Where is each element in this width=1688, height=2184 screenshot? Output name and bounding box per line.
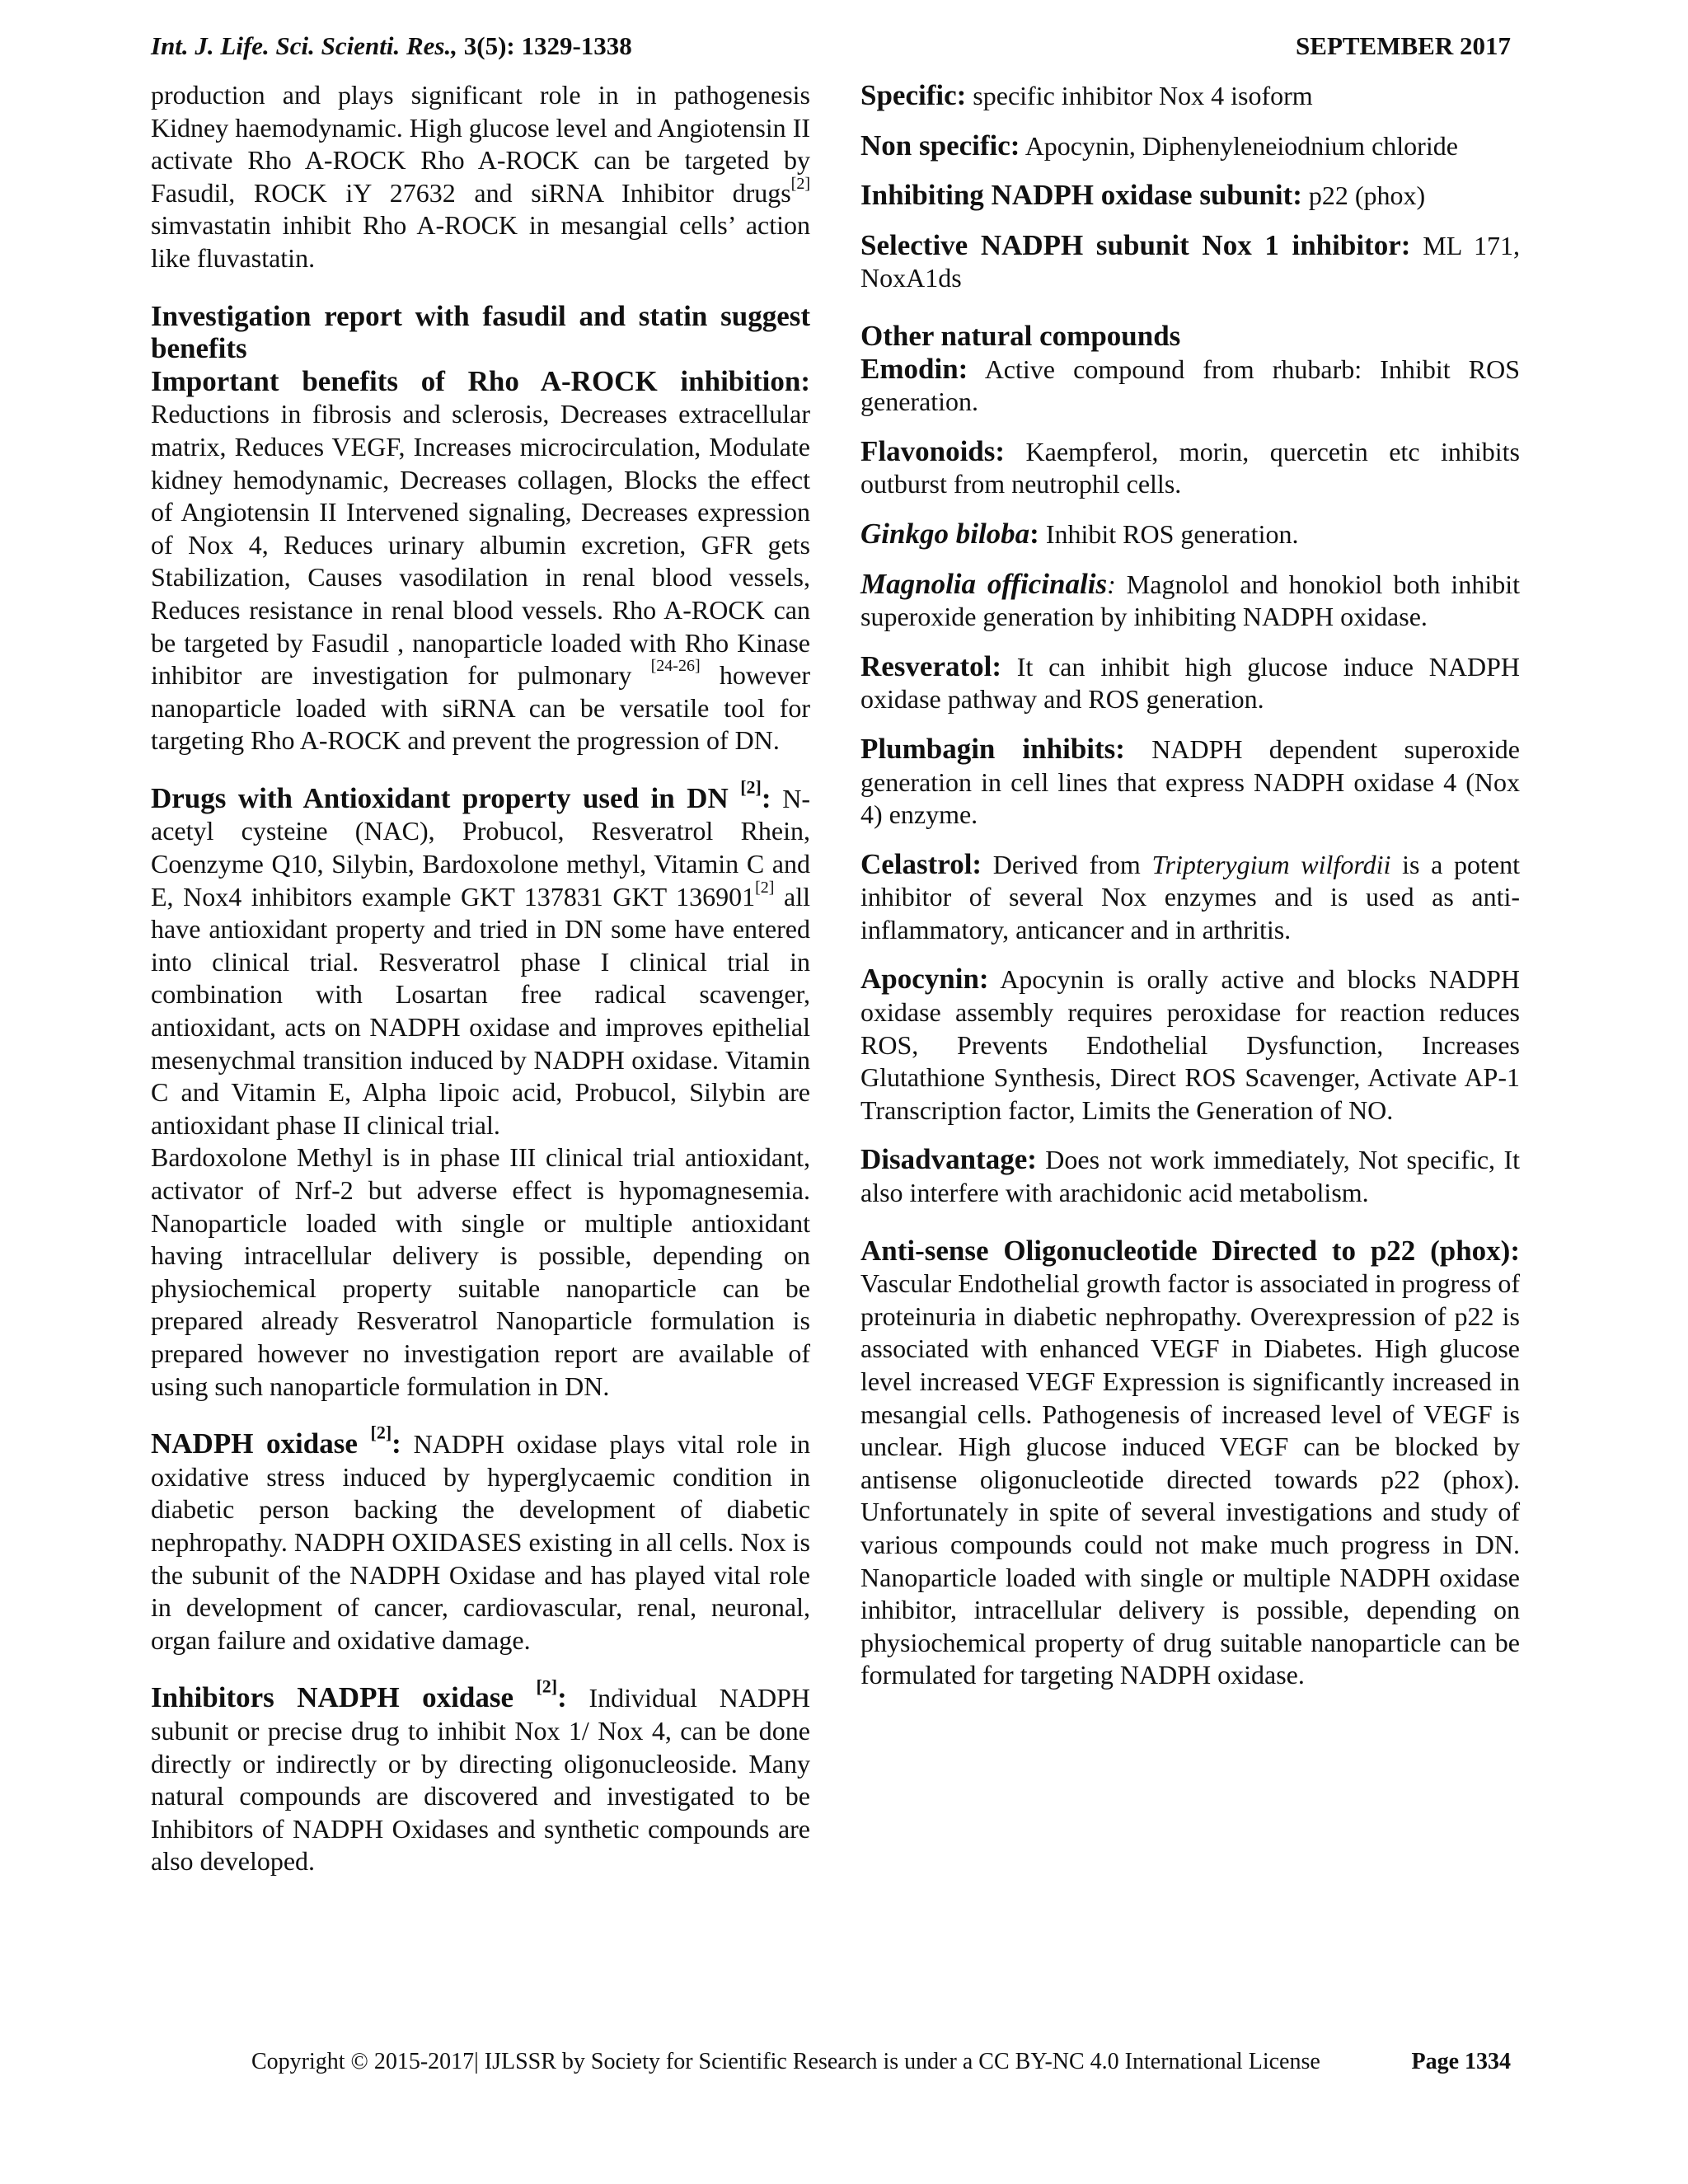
subheading: Apocynin: xyxy=(860,963,989,996)
paragraph-plumbagin: Plumbagin inhibits: NADPH dependent superoxide generation in cell lines that express NADPH oxidase 4 (Nox 4) enzyme. xyxy=(860,732,1520,830)
citation-ref: [2] xyxy=(370,1422,392,1443)
paragraph-disadvantage: Disadvantage: Does not work immediately, Not specific, It also interfere with arachidonic acid metabolism. xyxy=(860,1143,1520,1208)
paragraph-antioxidant-drugs: Drugs with Antioxidant property used in DN [2]: N-acetyl cysteine (NAC), Probucol, Resveratrol Rhein, Coenzyme Q10, Silybin, Bardoxolone methyl, Vitamin C and E, Nox4 inhibitors example GKT 137831 GKT 136901[2] all have antioxidant property and tried in DN some have entered into clinical trial. Resveratrol phase I clinical trial in combination with Losartan free radical scavenger, antioxidant, acts on NADPH oxidase and improves epithelial mesenychmal transition induced by NADPH oxidase. Vitamin C and Vitamin E, Alpha lipoic acid, Probucol, Silybin are antioxidant phase II clinical trial. xyxy=(151,776,811,1140)
subheading: Non specific: xyxy=(860,129,1020,162)
paragraph-subunit: Inhibiting NADPH oxidase subunit: p22 (phox) xyxy=(860,179,1426,212)
paragraph-bardoxolone: Bardoxolone Methyl is in phase III clinical trial antioxidant, activator of Nrf-2 but adverse effect is hypomagnesemia. Nanoparticle loaded with single or multiple antioxidant having intracellular delivery is possible, depending on physiochemical property suitable nanoparticle can be prepared already Resveratrol Nanoparticle formulation is prepared however no investigation report are available of using such nanoparticle formulation in DN. xyxy=(151,1142,810,1401)
journal-citation xyxy=(151,31,632,61)
running-header xyxy=(151,31,1511,69)
subheading: Resveratol: xyxy=(860,649,1002,682)
paragraph-resveratol: Resveratol: It can inhibit high glucose induce NADPH oxidase pathway and ROS generation. xyxy=(860,649,1520,715)
paragraph-apocynin: Apocynin: Apocynin is orally active and blocks NADPH oxidase assembly requires peroxidase for reaction reduces ROS, Prevents Endothelial Dysfunction, Increases Glutathione Synthesis, Direct ROS Scavenger, Activate AP-1 Transcription factor, Limits the Generation of NO. xyxy=(860,963,1520,1125)
citation-ref: [2] xyxy=(536,1675,558,1697)
subheading: Magnolia officinalis xyxy=(860,567,1108,600)
subheading: Anti-sense Oligonucleotide Directed to p22 (phox): xyxy=(860,1234,1520,1267)
citation-ref: [2] xyxy=(740,776,762,798)
paragraph-nox1-inhibitor: Selective NADPH subunit Nox 1 inhibitor: ML 171, NoxA1ds xyxy=(860,228,1520,293)
paragraph-rho-benefits: Important benefits of Rho A-ROCK inhibition: Reductions in fibrosis and sclerosis, Decreases extracellular matrix, Reduces VEGF, Increases microcirculation, Modulate kidney hemodynamic, Decreases collagen, Blocks the effect of Angiotensin II Intervened signaling, Decreases expression of Nox 4, Reduces urinary albumin excretion, GFR gets Stabilization, Causes vasodilation in renal blood vessels, Reduces resistance in renal blood vessels. Rho A-ROCK can be targeted by Fasudil , nanoparticle loaded with Rho Kinase inhibitor are investigation for pulmonary [24-26] however nanoparticle loaded with siRNA can be versatile tool for targeting Rho A-ROCK and prevent the progression of DN. xyxy=(151,364,811,756)
subheading: Flavonoids: xyxy=(860,434,1006,467)
paragraph-flavonoids: Flavonoids: Kaempferol, morin, quercetin etc inhibits outburst from neutrophil cells. xyxy=(860,434,1520,499)
subheading: Celastrol: xyxy=(860,847,982,880)
paragraph-celastrol: Celastrol: Derived from Tripterygium wilfordii is a potent inhibitor of several Nox enzymes and is used as anti-inflammatory, anticancer and in arthritis. xyxy=(860,847,1520,944)
citation-ref: [2] xyxy=(755,878,775,897)
subheading: Important benefits of Rho A-ROCK inhibition: xyxy=(151,364,810,397)
paragraph-non-specific: Non specific: Apocynin, Diphenyleneiodnium chloride xyxy=(860,129,1458,162)
subheading: Specific: xyxy=(860,79,967,111)
right-column xyxy=(860,79,1520,1692)
citation-ref: [24-26] xyxy=(650,657,701,676)
subheading: Emodin: xyxy=(860,352,968,385)
issue-date: SEPTEMBER 2017 xyxy=(1296,31,1511,60)
left-column xyxy=(151,79,810,1878)
heading-natural-compounds: Other natural compounds xyxy=(860,319,1181,352)
page-footer xyxy=(151,2049,1511,2082)
paragraph-rho-rock: production and plays significant role in in pathogenesis Kidney haemodynamic. High glucose level and Angiotensin II activate Rho A-ROCK Rho A-ROCK can be targeted by Fasudil, ROCK iY 27632 and siRNA Inhibitor drugs[2] simvastatin inhibit Rho A-ROCK in mesangial cells’ action like fluvastatin. xyxy=(151,80,810,273)
copyright-notice: Copyright © 2015-2017| IJLSSR by Society for Scientific Research is under a CC BY-NC 4.0 International License xyxy=(251,2049,1320,2074)
paragraph-emodin: Emodin: Active compound from rhubarb: Inhibit ROS generation. xyxy=(860,352,1520,417)
paragraph-ginkgo: Ginkgo biloba: Inhibit ROS generation. xyxy=(860,517,1299,550)
subheading: Plumbagin inhibits: xyxy=(860,732,1125,765)
subheading: Drugs with Antioxidant property used in DN xyxy=(151,781,741,814)
species-name: Tripterygium wilfordii xyxy=(1151,849,1391,879)
paragraph-inhibitors: Inhibitors NADPH oxidase [2]: Individual NADPH subunit or precise drug to inhibit Nox 1/ Nox 4, can be done directly or indirectly or by directing oligonucleoside. Many natural compounds are discovered and investigated to be Inhibitors of NADPH Oxidases and synthetic compounds are also developed. xyxy=(151,1675,810,1877)
subheading: Inhibiting NADPH oxidase subunit: xyxy=(860,179,1302,212)
subheading: Disadvantage: xyxy=(860,1143,1037,1176)
subheading: Selective NADPH subunit Nox 1 inhibitor: xyxy=(860,228,1411,261)
paragraph-nadph-oxidase: NADPH oxidase [2]: NADPH oxidase plays vital role in oxidative stress induced by hyperglycaemic condition in diabetic person backing the development of diabetic nephropathy. NADPH OXIDASES existing in all cells. Nox is the subunit of the NADPH Oxidase and has played vital role in development of cancer, cardiovascular, renal, neuronal, organ failure and oxidative damage. xyxy=(151,1422,811,1655)
subheading: NADPH oxidase xyxy=(151,1427,371,1460)
journal-abbrev: Int. J. Life. Sci. Scienti. Res., xyxy=(151,31,457,60)
paragraph-specific: Specific: specific inhibitor Nox 4 isoform xyxy=(860,79,1313,111)
volume-pages: 3(5): 1329-1338 xyxy=(457,31,632,60)
paragraph-antisense: Anti-sense Oligonucleotide Directed to p22 (phox): Vascular Endothelial growth factor is associated in progress of proteinuria in diabetic nephropathy. Overexpression of p22 is associated with enhanced VEGF in Diabetes. High glucose level increased VEGF Expression is significantly increased in mesangial cells. Pathogenesis of increased level of VEGF is unclear. High glucose induced VEGF can be blocked by antisense oligonucleotide directed towards p22 (phox). Unfortunately in spite of several investigations and study of various compounds could not make much progress in DN. Nanoparticle loaded with single or multiple NADPH oxidase inhibitor, intracellular delivery is possible, depending on physiochemical property of drug suitable nanoparticle can be formulated for targeting NADPH oxidase. xyxy=(860,1234,1520,1690)
page-number: Page 1334 xyxy=(1411,2049,1511,2074)
paragraph-magnolia: Magnolia officinalis: Magnolol and honokiol both inhibit superoxide generation by inhibiting NADPH oxidase. xyxy=(860,567,1520,632)
citation-ref: [2] xyxy=(790,174,810,193)
subheading: Inhibitors NADPH oxidase xyxy=(151,1681,537,1714)
heading-investigation: Investigation report with fasudil and statin suggest benefits xyxy=(151,299,810,365)
subheading: Ginkgo biloba xyxy=(860,517,1030,550)
